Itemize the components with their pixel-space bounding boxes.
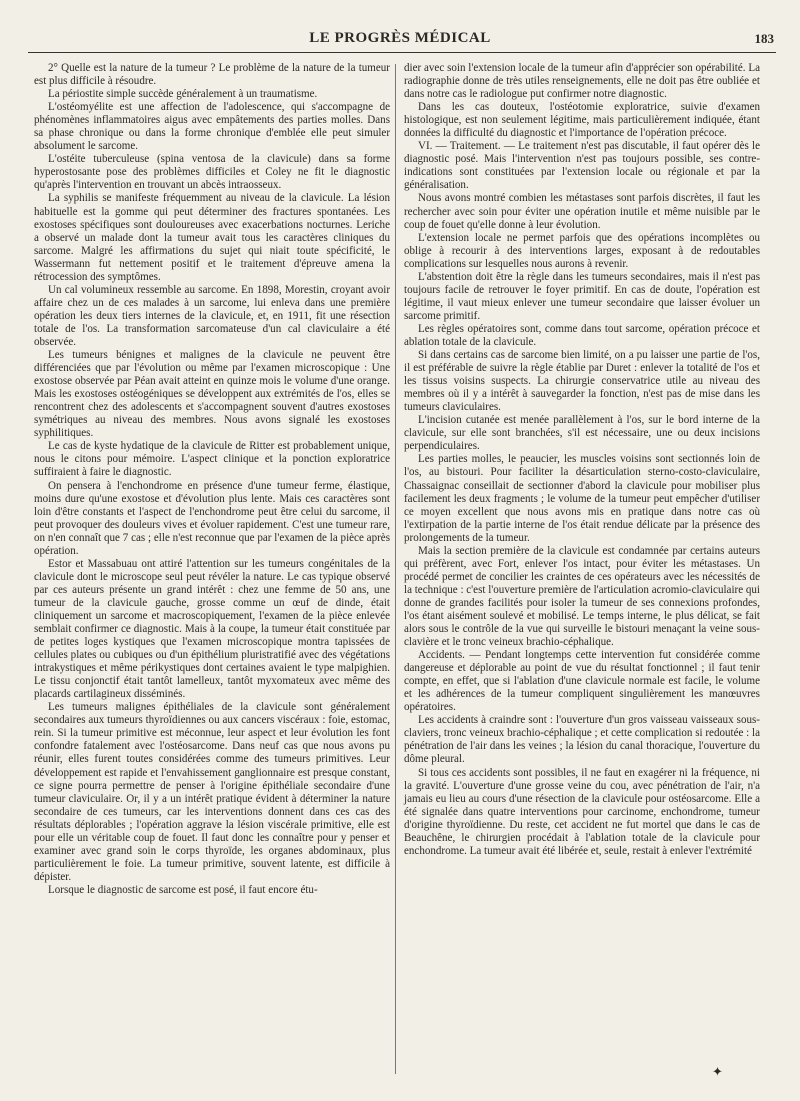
paragraph: Si dans certains cas de sarcome bien limité, on a pu laisser une partie de l'os, il est préférable de suivre la règle établie par Duret : enlever la totalité de l'os et les tissus voisins suspects. La chirurgie conservatrice utile au niveau des membres où il y a intérêt à sauvegarder la fonction, n'est pas de mise dans les tumeurs claviculaires.: [404, 349, 760, 414]
page-number: 183: [754, 31, 774, 46]
paragraph: 2° Quelle est la nature de la tumeur ? Le problème de la nature de la tumeur est plus difficile à résoudre.: [34, 62, 390, 88]
paragraph: Dans les cas douteux, l'ostéotomie exploratrice, suivie d'examen histologique, est non seulement légitime, mais particulièrement indiquée, étant données la difficulté du diagnostic et l'importance de l'opération précoce.: [404, 101, 760, 140]
paragraph: La périostite simple succède généralement à un traumatisme.: [48, 88, 318, 101]
paragraph: Estor et Massabuau ont attiré l'attention sur les tumeurs congénitales de la clavicule dont le microscope seul peut révéler la nature. Le cas typique observé par ces auteurs présente un grand intérêt : chez une femme de 50 ans, une tumeur de la clavicule gauche, grosse comme un œuf de dinde, était cliniquement un sarcome et macroscopiquement, l'examen de la pièce enlevée semblait confirmer ce diagnostic. Mais à la coupe, la tumeur était constituée par de petites loges kystiques que l'examen microscopique montra tapissées de cellules plates ou cubiques ou d'un épithélium pluristratifié avec des végétations intrakystiques et même périkystiques dont certaines avaient le type malpighien. Le tissu conjonctif était tantôt lamelleux, tantôt myxomateux avec même des placards cartilagineux disséminés.: [34, 557, 390, 701]
paragraph: dier avec soin l'extension locale de la tumeur afin d'apprécier son opérabilité. La radiographie donne de très utiles renseignements, elle ne doit pas être oubliée et dans notre cas le radiologue put confirmer notre diagnostic.: [404, 62, 760, 101]
paragraph: La syphilis se manifeste fréquemment au niveau de la clavicule. La lésion habituelle est la gomme qui peut déterminer des fractures spontanées. Les exostoses spécifiques sont douloureuses avec exacerbations nocturnes. Leriche a observé un malade dont la tumeur avait tous les caractères cliniques du sarcome. Malgré les affirmations du sujet qui niait toute spécificité, le Wassermann fut nettement positif et le traitement d'épreuve amena la rétrocession des symptômes.: [34, 192, 390, 283]
paragraph: L'incision cutanée est menée parallèlement à l'os, sur le bord interne de la clavicule, sur elle sont branchées, s'il est nécessaire, une ou deux incisions perpendiculaires.: [404, 414, 760, 453]
paragraph: Mais la section première de la clavicule est condamnée par certains auteurs qui préfèrent, avec Fort, enlever l'os intact, pour éviter les métastases. Un procédé permet de concilier les craintes de ces opérateurs avec les nécessités de la technique : c'est l'ouverture première de l'articulation acromio-claviculaire qui donne de grandes facilités pour isoler la tumeur de ses connexions profondes, l'os étant aisément soulevé et mobilisé. Le temps interne, le plus délicat, se fait alors sous le contrôle de la vue qui surveille le bistouri menaçant la veine sous-clavière et le tronc veineux brachio-céphalique.: [404, 544, 760, 649]
paragraph: Les règles opératoires sont, comme dans tout sarcome, opération précoce et ablation totale de la clavicule.: [404, 322, 760, 348]
paragraph: Les tumeurs malignes épithéliales de la clavicule sont généralement secondaires aux tumeurs thyroïdiennes ou aux cancers viscéraux : foie, estomac, rein. Si la tumeur primitive est méconnue, leur aspect et leur évolution les font confondre fatalement avec l'ostéosarcome. Dans neuf cas que nous avons pu réunir, elles furent toutes considérées comme des tumeurs primitives. Leur développement est rapide et l'envahissement ganglionnaire est presque constant, ce signe pourra permettre de penser à l'origine épithéliale secondaire d'une tumeur claviculaire. Or, il y a un intérêt pratique évident à déterminer la nature secondaire de ces tumeurs, car les interventions donnent dans ces cas des résultats déplorables ; l'opération aggrave la lésion viscérale primitive, elle est pour elle un véritable coup de fouet. Il faut donc les connaître pour y penser et examiner avec grand soin le corps thyroïde, les organes abdominaux, plus particulièrement le foie. La tumeur primitive, souvent latente, est difficile à dépister.: [34, 701, 390, 883]
paragraph: Un cal volumineux ressemble au sarcome. En 1898, Morestin, croyant avoir affaire chez un de ces malades à un sarcome, lui enleva dans une première opération les deux tiers internes de la clavicule, et, en 1911, fit une résection totale de l'os. La transformation sarcomateuse d'un cal claviculaire a été observée.: [34, 283, 390, 348]
paragraph: L'ostéomyélite est une affection de l'adolescence, qui s'accompagne de phénomènes inflammatoires aigus avec empâtements des parties molles. Dans sa phase chronique ou dans la forme chronique d'emblée elle peut simuler absolument le sarcome.: [34, 101, 390, 153]
column-divider: [395, 64, 396, 1074]
paragraph: Si tous ces accidents sont possibles, il ne faut en exagérer ni la fréquence, ni la gravité. L'ouverture d'une grosse veine du cou, avec pénétration de l'air, n'a jamais eu lieu au cours d'une résection de la clavicule pour ostéosarcome. Elle a été signalée dans quatre interventions pour carcinome, enchondrome, tumeur d'origine thyroïdienne. Du reste, cet accident ne fut mortel que dans le cas de Beauchêne, le chirurgien procédait à l'ablation totale de la clavicule pour enchondrome. La tumeur avait été libérée et, seule, restait à enlever l'extrémité: [404, 766, 760, 857]
paragraph: L'extension locale ne permet parfois que des opérations incomplètes ou oblige à recourir à des interventions larges, exposant à de redoutables complications sur lesquelles nous aurons à revenir.: [404, 231, 760, 270]
paragraph: VI. — Traitement. — Le traitement n'est pas discutable, il faut opérer dès le diagnostic posé. Mais l'intervention n'est pas toujours possible, ses contre-indications sont constituées par l'extension locale ou régionale et par la généralisation.: [404, 140, 760, 192]
paragraph: L'abstention doit être la règle dans les tumeurs secondaires, mais il n'est pas toujours facile de retrouver le foyer primitif. En cas de doute, l'opération est légitime, il vaut mieux enlever une tumeur secondaire que laisser évoluer un sarcome primitif.: [404, 270, 760, 322]
right-column: [404, 62, 760, 858]
paragraph: Le cas de kyste hydatique de la clavicule de Ritter est probablement unique, nous le citons pour mémoire. L'aspect clinique et la ponction exploratrice suffiraient à faire le diagnostic.: [34, 440, 390, 479]
paragraph: Lorsque le diagnostic de sarcome est posé, il faut encore étu-: [48, 883, 318, 896]
header-rule: [28, 52, 776, 53]
paragraph: L'ostéite tuberculeuse (spina ventosa de la clavicule) dans sa forme hyperostosante pose des problèmes difficiles et Coley ne fit le diagnostic qu'après l'intervention en trouvant un abcès intraosseux.: [34, 153, 390, 192]
page-header: [0, 30, 800, 52]
left-column: [34, 62, 390, 897]
paragraph: Les parties molles, le peaucier, les muscles voisins sont sectionnés loin de l'os, au bistouri. Pour faciliter la désarticulation sterno-costo-claviculaire, Chassaignac conseillait de sectionner d'abord la clavicule pour mobiliser plus facilement les deux fragments ; le volume de la tumeur peut empêcher d'utiliser ce moyen excellent que nous avons mis en pratique dans notre cas où l'extirpation de la partie interne de l'os était rendue délicate par la présence des prolongements de la tumeur.: [404, 453, 760, 544]
end-ornament: ✦: [712, 1064, 723, 1079]
running-title: LE PROGRÈS MÉDICAL: [309, 30, 491, 46]
paragraph: Accidents. — Pendant longtemps cette intervention fut considérée comme dangereuse et déplorable au point de vue du résultat fonctionnel ; il faut tenir compte, en effet, que si l'ablation d'une clavicule normale est facile, le volume et les adhérences de la tumeur compliquent singulièrement les manœuvres opératoires.: [404, 649, 760, 714]
paragraph: On pensera à l'enchondrome en présence d'une tumeur ferme, élastique, moins dure qu'une exostose et d'évolution plus lente. Mais ces caractères sont loin d'être constants et l'aspect de l'enchondrome peut être celui du sarcome, il peut provoquer des douleurs vives et évoluer rapidement. C'est une tumeur rare, on n'en connaît que 7 cas ; elle n'est reconnue que par l'examen de la pièce après opération.: [34, 479, 390, 557]
paragraph: Nous avons montré combien les métastases sont parfois discrètes, il faut les rechercher avec soin pour éviter une opération inutile et même nuisible par le coup de fouet qu'elle donne à leur évolution.: [404, 192, 760, 231]
paragraph: Les tumeurs bénignes et malignes de la clavicule ne peuvent être différenciées que par l'évolution ou même par l'examen microscopique : Une exostose observée par Péan avait atteint en quinze mois le volume d'une orange. Mais les exostoses ostéogéniques se développent aux extrémités de l'os, elles se rencontrent chez des adolescents et s'accompagnent souvent d'autres exostoses symétriques au niveau des membres. Nous avons signalé les exostoses syphilitiques.: [34, 349, 390, 440]
paragraph: Les accidents à craindre sont : l'ouverture d'un gros vaisseau vaisseaux sous-claviers, tronc veineux brachio-céphalique ; et cette complication si redoutée : la pénétration de l'air dans les veines ; la lésion du canal thoracique, l'ouverture du dôme pleural.: [404, 714, 760, 766]
